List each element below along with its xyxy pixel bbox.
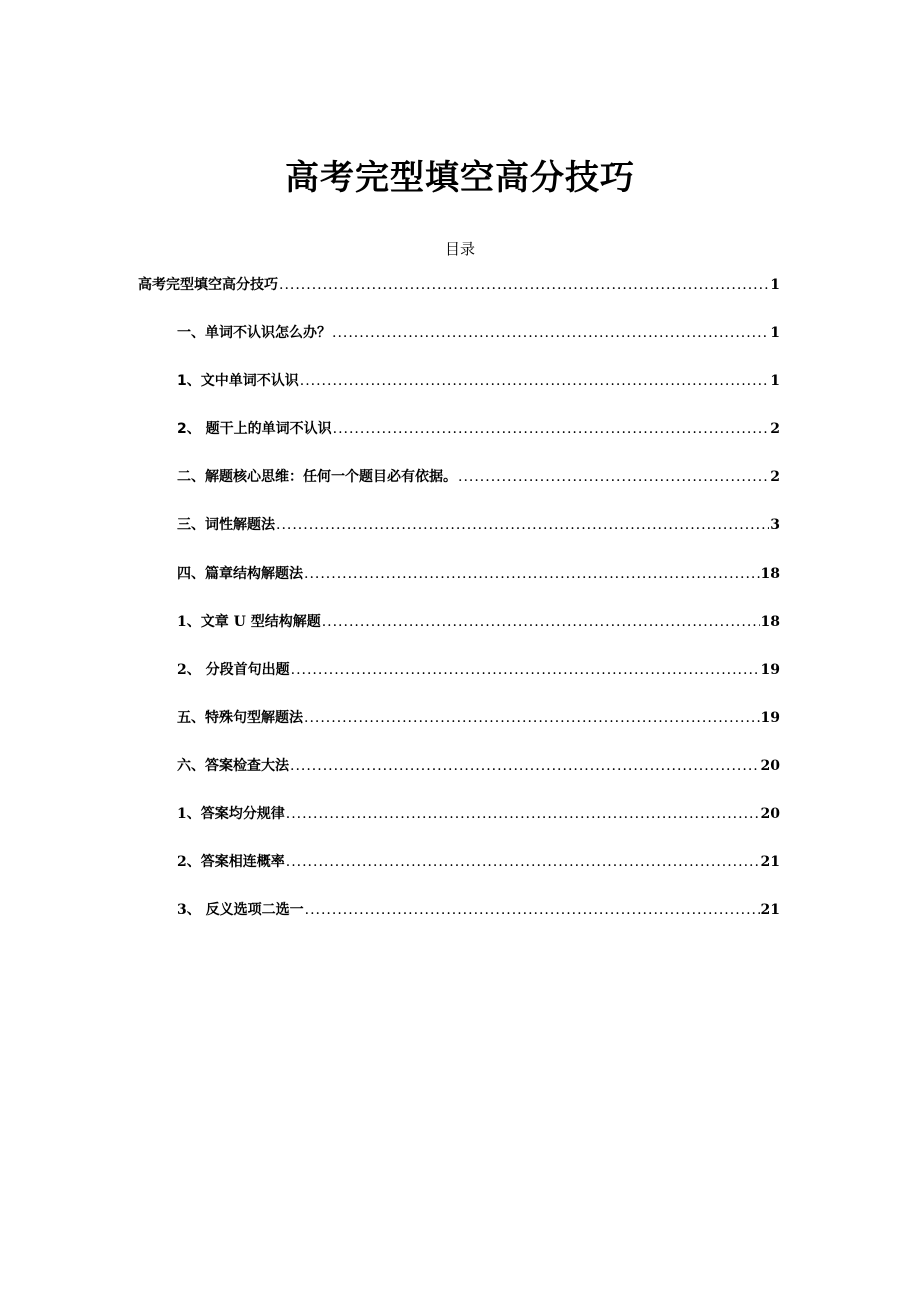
toc-leader-dots [458, 467, 769, 487]
toc-entry-text: 2、 题干上的单词不认识 [177, 421, 332, 437]
toc-leader-dots [332, 323, 769, 343]
toc-leader-dots [304, 708, 760, 728]
toc-entry[interactable] [177, 660, 780, 680]
toc-entry-page: 2 [770, 469, 780, 485]
toc-entry[interactable] [177, 323, 780, 343]
toc-entry[interactable] [177, 419, 780, 439]
toc-entry[interactable] [177, 564, 780, 584]
toc-entry-page: 1 [770, 373, 780, 389]
toc-entry-page: 20 [760, 758, 780, 774]
toc-entry[interactable] [177, 900, 780, 920]
toc-entry-text: 二、解题核心思维：任何一个题目必有依据。 [177, 469, 457, 485]
toc-leader-dots [333, 419, 770, 439]
toc-leader-dots [279, 275, 769, 295]
toc-entry-page: 1 [770, 277, 780, 293]
toc-entry[interactable] [177, 371, 780, 391]
toc-entry-text: 1、文章 U 型结构解题 [177, 614, 321, 630]
toc-entry-page: 20 [760, 806, 780, 822]
toc-entry-page: 19 [760, 710, 780, 726]
toc-leader-dots [291, 660, 760, 680]
toc-entry-page: 19 [760, 662, 780, 678]
toc-entry-page: 2 [770, 421, 780, 437]
toc-entry[interactable] [177, 804, 780, 824]
toc-leader-dots [322, 612, 760, 632]
toc-entry-text: 五、特殊句型解题法 [177, 710, 303, 726]
toc-leader-dots [305, 900, 760, 920]
toc-entry-page: 1 [770, 325, 780, 341]
toc-entry-text: 四、篇章结构解题法 [177, 566, 303, 582]
document-title: 高考完型填空高分技巧 [285, 158, 635, 198]
toc-entry-page: 21 [760, 902, 780, 918]
toc-entry[interactable] [177, 852, 780, 872]
toc-entry[interactable] [177, 467, 780, 487]
toc-entry-text: 六、答案检查大法 [177, 758, 289, 774]
toc-leader-dots [304, 564, 760, 584]
toc-leader-dots [300, 371, 770, 391]
toc-entry[interactable] [177, 612, 780, 632]
toc-entry[interactable] [177, 708, 780, 728]
toc-heading: 目录 [444, 240, 475, 258]
toc-leader-dots [276, 515, 769, 535]
toc-entry-text: 1、答案均分规律 [177, 806, 285, 822]
toc-entry-page: 18 [760, 614, 780, 630]
toc-entry-page: 3 [770, 517, 780, 533]
toc-leader-dots [290, 756, 760, 776]
toc-leader-dots [286, 852, 760, 872]
toc-entry-text: 三、词性解题法 [177, 517, 275, 533]
toc-entry-text: 高考完型填空高分技巧 [138, 277, 278, 293]
toc-entry[interactable] [177, 515, 780, 535]
toc-entry-page: 21 [760, 854, 780, 870]
toc-entry-text: 2、 分段首句出题 [177, 662, 290, 678]
toc-entry[interactable] [177, 756, 780, 776]
toc-entry-page: 18 [760, 566, 780, 582]
toc-entry-text: 一、单词不认识怎么办？ [177, 325, 331, 341]
toc-entry-text: 3、 反义选项二选一 [177, 902, 304, 918]
toc-leader-dots [286, 804, 760, 824]
toc-entry-text: 2、答案相连概率 [177, 854, 285, 870]
toc-entry-text: 1、文中单词不认识 [177, 373, 299, 389]
toc-entry[interactable] [138, 275, 780, 295]
